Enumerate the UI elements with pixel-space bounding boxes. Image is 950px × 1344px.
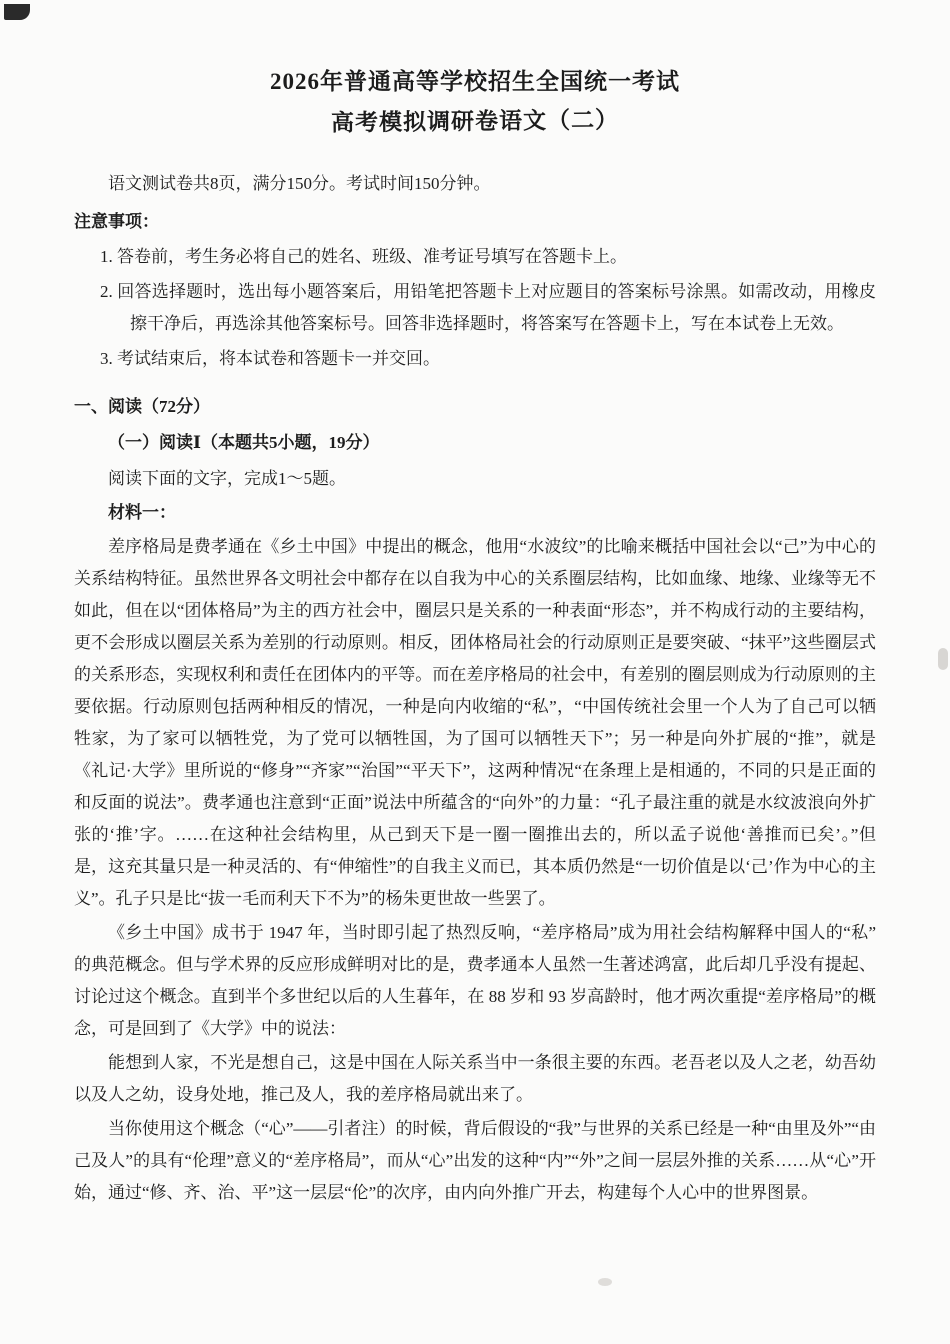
scan-corner-artifact: [4, 4, 30, 20]
material-paragraph-quote: 能想到人家，不光是想自己，这是中国在人际关系当中一条很主要的东西。老吾老以及人之老，幼吾幼以及人之幼，设身处地，推己及人，我的差序格局就出来了。: [74, 1053, 876, 1104]
material-one-label: 材料一：: [108, 503, 176, 522]
scan-edge-artifact: [938, 648, 948, 670]
exam-intro: 语文测试卷共8页，满分150分。考试时间150分钟。: [108, 174, 491, 193]
material-paragraph-2: 《乡土中国》成书于 1947 年，当时即引起了热烈反响，“差序格局”成为用社会结构解释中国人的“私”的典范概念。但与学术界的反应形成鲜明对比的是，费孝通本人虽然一生著述鸿富，此后却几乎没有提起、讨论过这个概念。直到半个多世纪以后的人生暮年，在 88 岁和 93 岁高龄时，他才两次重提“差序格局”的概念，可是回到了《大学》中的说法：: [74, 923, 876, 1038]
exam-title-line2: 高考模拟调研卷语文（二）: [330, 107, 620, 136]
material-paragraph-1: 差序格局是费孝通在《乡土中国》中提出的概念，他用“水波纹”的比喻来概括中国社会以“己”为中心的关系结构特征。虽然世界各文明社会中都存在以自我为中心的关系圈层结构，比如血缘、地缘、业缘等无不如此，但在以“团体格局”为主的西方社会中，圈层只是关系的一种表面“形态”，并不构成行动的主要结构，更不会形成以圈层关系为差别的行动原则。相反，团体格局社会的行动原则正是要突破、“抹平”这些圈层式的关系形态，实现权利和责任在团体内的平等。而在差序格局的社会中，有差别的圈层则成为行动原则的主要依据。行动原则包括两种相反的情况，一种是向内收缩的“私”，“中国传统社会里一个人为了自己可以牺牲家，为了家可以牺牲党，为了党可以牺牲国，为了国可以牺牲天下”；另一种是向外扩展的“推”，就是《礼记·大学》里所说的“修身”“齐家”“治国”“平天下”，这两种情况“在条理上是相通的，不同的只是正面的和反面的说法”。费孝通也注意到“正面”说法中所蕴含的“向外”的力量：“孔子最注重的就是水纹波浪向外扩张的‘推’字。……在这种社会结构里，从己到天下是一圈一圈推出去的，所以孟子说他‘善推而已矣’。”但是，这充其量只是一种灵活的、有“伸缩性”的自我主义而已，其本质仍然是“一切价值是以‘己’作为中心的主义”。孔子只是比“拔一毛而利天下不为”的杨朱更世故一些罢了。: [74, 537, 876, 908]
notice-heading: 注意事项：: [74, 212, 159, 231]
scan-bottom-artifact: [598, 1278, 612, 1286]
section-heading-reading: 一、阅读（72分）: [74, 397, 210, 416]
notice-item-3: 3. 考试结束后，将本试卷和答题卡一并交回。: [100, 349, 440, 368]
notice-item-1: 1. 答卷前，考生务必将自己的姓名、班级、准考证号填写在答题卡上。: [100, 247, 627, 266]
subsection-heading-reading-1: （一）阅读Ⅰ（本题共5小题，19分）: [108, 433, 380, 452]
exam-title-line1: 2026年普通高等学校招生全国统一考试: [270, 69, 680, 94]
reading-instruction: 阅读下面的文字，完成1～5题。: [108, 469, 346, 488]
material-paragraph-3: 当你使用这个概念（“心”——引者注）的时候，背后假设的“我”与世界的关系已经是一种“由里及外”“由己及人”的具有“伦理”意义的“差序格局”，而从“心”出发的这种“内”“外”之间一层层外推的关系……从“心”开始，通过“修、齐、治、平”这一层层“伦”的次序，由内向外推广开去，构建每个人心中的世界图景。: [74, 1119, 876, 1202]
notice-item-2: 2. 回答选择题时，选出每小题答案后，用铅笔把答题卡上对应题目的答案标号涂黑。如需改动，用橡皮擦干净后，再选涂其他答案标号。回答非选择题时，将答案写在答题卡上，写在本试卷上无效。: [100, 282, 876, 333]
